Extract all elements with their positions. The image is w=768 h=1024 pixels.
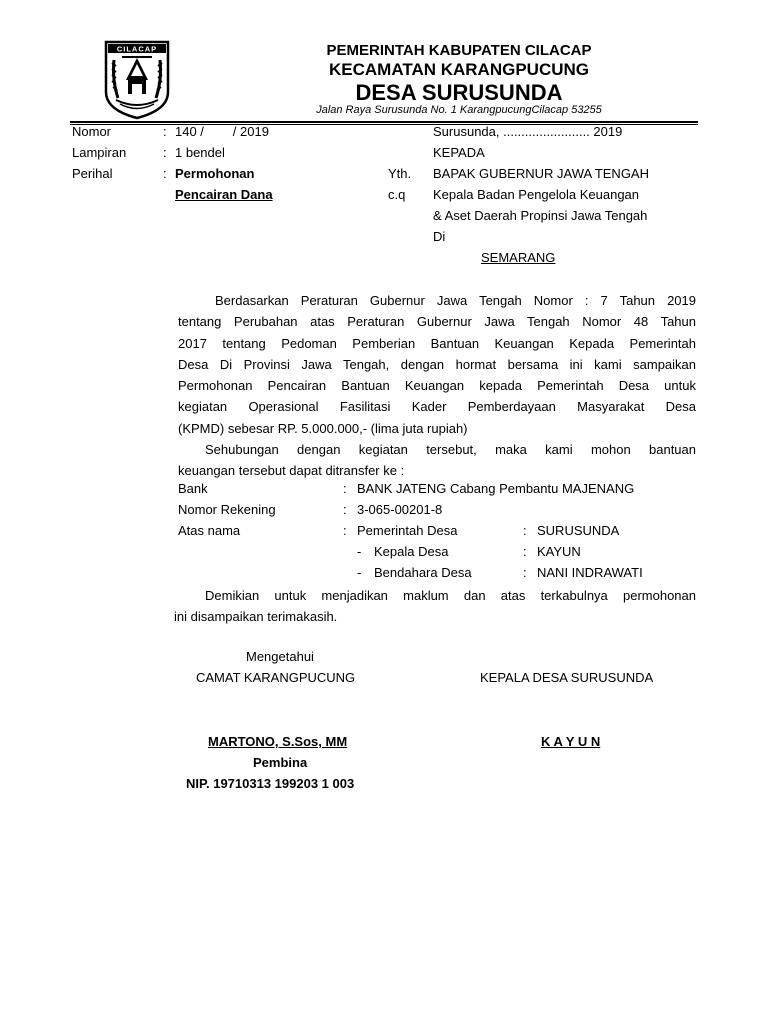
account-name-label: Atas nama [178,523,241,538]
paragraph-line: kegiatan Operasional Fasilitasi Kader Pemberdayaan Masyarakat Desa [178,399,696,415]
header-address: Jalan Raya Surusunda No. 1 KarangpucungCilacap 53255 [316,104,602,116]
account-holder-label: Pemerintah Desa [357,523,458,538]
perihal-colon: : [163,166,167,181]
head-of-village-dash: - [357,544,362,559]
paragraph-line: ini disampaikan terimakasih. [174,609,338,625]
left-signer-rank: Pembina [253,755,308,770]
head-of-village-colon: : [523,544,527,559]
paragraph-line: tentang Perubahan atas Peraturan Gubernur Jawa Tengah Nomor 48 Tahun [178,314,696,330]
recipient-city: SEMARANG [481,250,556,265]
yth-label: Yth. [388,166,412,181]
recipient-name: BAPAK GUBERNUR JAWA TENGAH [433,166,649,181]
cq-line1: Kepala Badan Pengelola Keuangan [433,187,640,202]
lampiran-value: 1 bendel [175,145,225,160]
cq-label: c.q [388,187,406,202]
kepada-label: KEPADA [433,145,485,160]
account-holder-colon: : [523,523,527,538]
lampiran-colon: : [163,145,167,160]
bank-value: BANK JATENG Cabang Pembantu MAJENANG [357,481,635,496]
account-number-label: Nomor Rekening [178,502,276,517]
perihal-label: Perihal [72,166,113,181]
paragraph-line: keuangan tersebut dapat ditransfer ke : [178,463,405,479]
cq-line2: & Aset Daerah Propinsi Jawa Tengah [433,208,648,223]
header-rule-thick [70,121,698,123]
bank-colon: : [343,481,347,496]
nomor-colon: : [163,124,167,139]
account-holder-value: SURUSUNDA [537,523,620,538]
body-paragraph-1 [178,290,696,439]
treasurer-value: NANI INDRAWATI [537,565,643,580]
left-signer-name: MARTONO, S.Sos, MM [208,734,348,749]
paragraph-line: 2017 tentang Pedoman Pemberian Bantuan Keuangan Kepada Pemerintah [178,335,696,351]
head-of-village-label: Kepala Desa [374,544,449,559]
account-name-colon: : [343,523,347,538]
header-village-line: DESA SURUSUNDA [355,80,563,105]
nomor-value: 140 / / 2019 [175,124,269,139]
body-paragraph-2 [178,439,696,482]
nomor-label: Nomor [72,124,112,139]
di-label: Di [433,229,446,244]
right-signer-name: K A Y U N [541,734,601,749]
account-number-colon: : [343,502,347,517]
header-district-line: KECAMATAN KARANGPUCUNG [328,60,590,79]
paragraph-line: Berdasarkan Peraturan Gubernur Jawa Tengah Nomor : 7 Tahun 2019 [215,293,696,308]
perihal-value-line1: Permohonan [175,166,255,181]
lampiran-label: Lampiran [72,145,127,160]
perihal-value-line2: Pencairan Dana [175,187,273,202]
closing-paragraph [174,585,696,628]
bank-label: Bank [178,481,208,496]
header-government-line: PEMERINTAH KABUPATEN CILACAP [326,42,592,59]
left-signer-title: CAMAT KARANGPUCUNG [196,670,356,685]
paragraph-line: Sehubungan dengan kegiatan tersebut, maka kami mohon bantuan [205,442,696,457]
letter-date: Surusunda, ........................ 2019 [433,124,623,139]
right-signer-title: KEPALA DESA SURUSUNDA [480,670,654,685]
account-number-value: 3-065-00201-8 [357,502,443,517]
paragraph-line: Desa Di Provinsi Jawa Tengah, dengan hormat bersama ini kami sampaikan [178,356,696,372]
treasurer-label: Bendahara Desa [374,565,472,580]
paragraph-line: Demikian untuk menjadikan maklum dan atas terkabulnya permohonan [205,588,696,603]
left-signer-nip: NIP. 19710313 199203 1 003 [186,776,355,791]
logo-text: CILACAP [116,44,158,54]
paragraph-line: (KPMD) sebesar RP. 5.000.000,- (lima juta rupiah) [178,420,468,436]
treasurer-dash: - [357,565,362,580]
treasurer-colon: : [523,565,527,580]
paragraph-line: Permohonan Pencairan Bantuan Keuangan kepada Pemerintah Desa untuk [178,378,696,394]
head-of-village-value: KAYUN [537,544,581,559]
acknowledged-label: Mengetahui [246,649,314,664]
